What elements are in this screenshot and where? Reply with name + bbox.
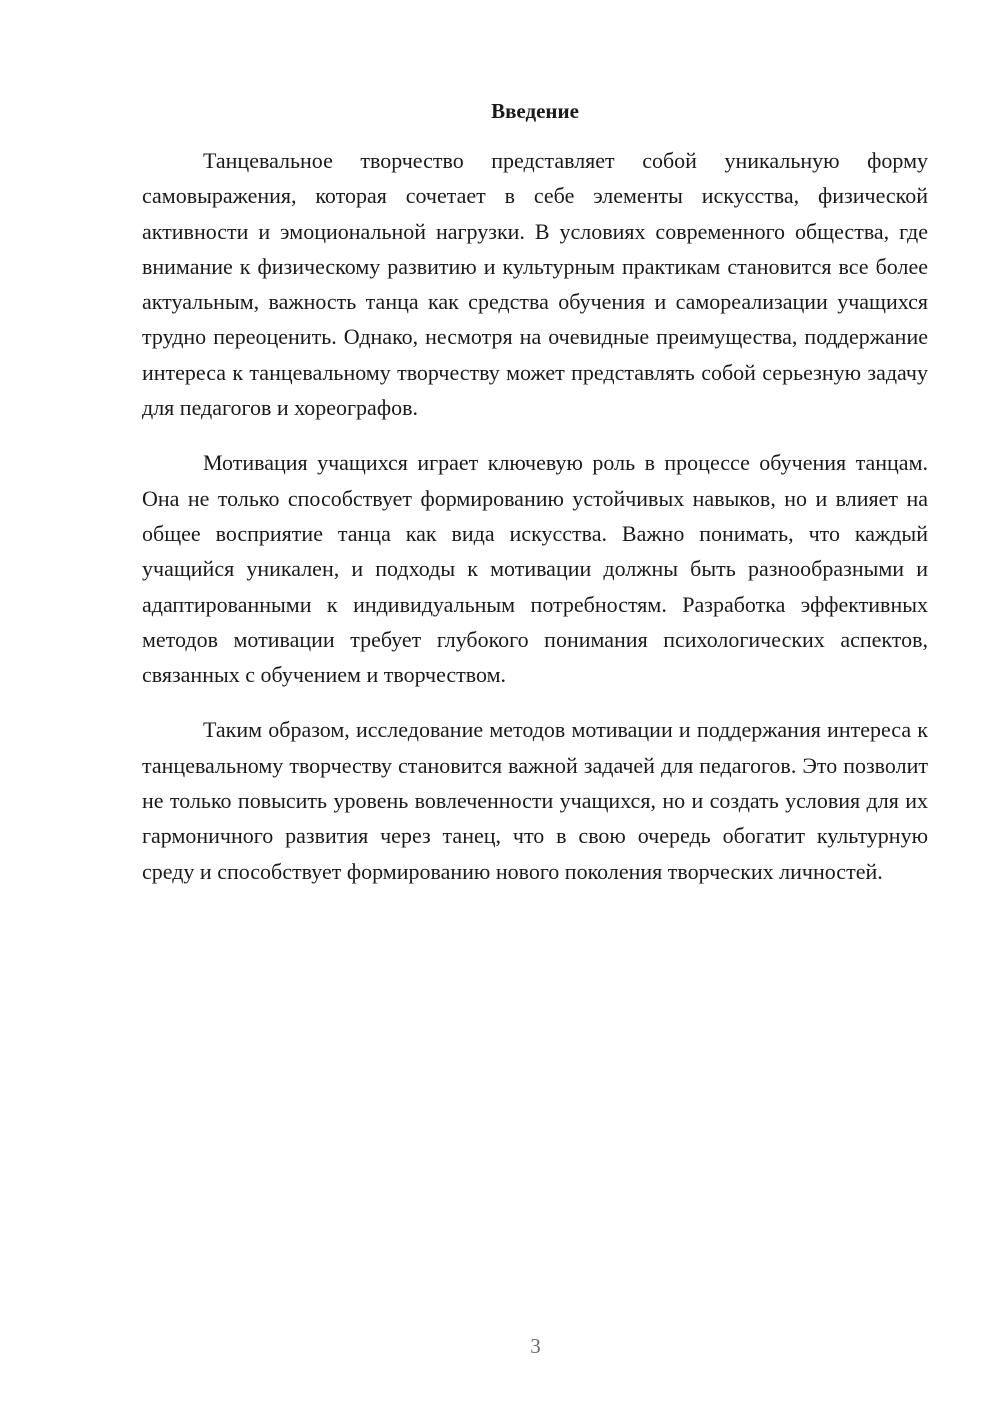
paragraph-1: Танцевальное творчество представляет собой уникальную форму самовыражения, которая сочетает в себе элементы искусства, физической активности и эмоциональной нагрузки. В условиях современного общества, где внимание к физическому развитию и культурным практикам становится все более актуальным, важность танца как средства обучения и самореализации учащихся трудно переоценить. Однако, несмотря на очевидные преимущества, поддержание интереса к танцевальному творчеству может представлять собой серьезную задачу для педагогов и хореографов. — [142, 148, 928, 421]
body-text — [142, 143, 928, 909]
paragraph-3: Таким образом, исследование методов мотивации и поддержания интереса к танцевальному творчеству становится важной задачей для педагогов. Это позволит не только повысить уровень вовлеченности учащихся, но и создать условия для их гармоничного развития через танец, что в свою очередь обогатит культурную среду и способствует формированию нового поколения творческих личностей. — [142, 717, 928, 884]
page-number: 3 — [530, 1334, 541, 1358]
section-heading: Введение — [491, 99, 579, 123]
paragraph-2: Мотивация учащихся играет ключевую роль в процессе обучения танцам. Она не только способствует формированию устойчивых навыков, но и влияет на общее восприятие танца как вида искусства. Важно понимать, что каждый учащийся уникален, и подходы к мотивации должны быть разнообразными и адаптированными к индивидуальным потребностям. Разработка эффективных методов мотивации требует глубокого понимания психологических аспектов, связанных с обучением и творчеством. — [142, 450, 928, 688]
